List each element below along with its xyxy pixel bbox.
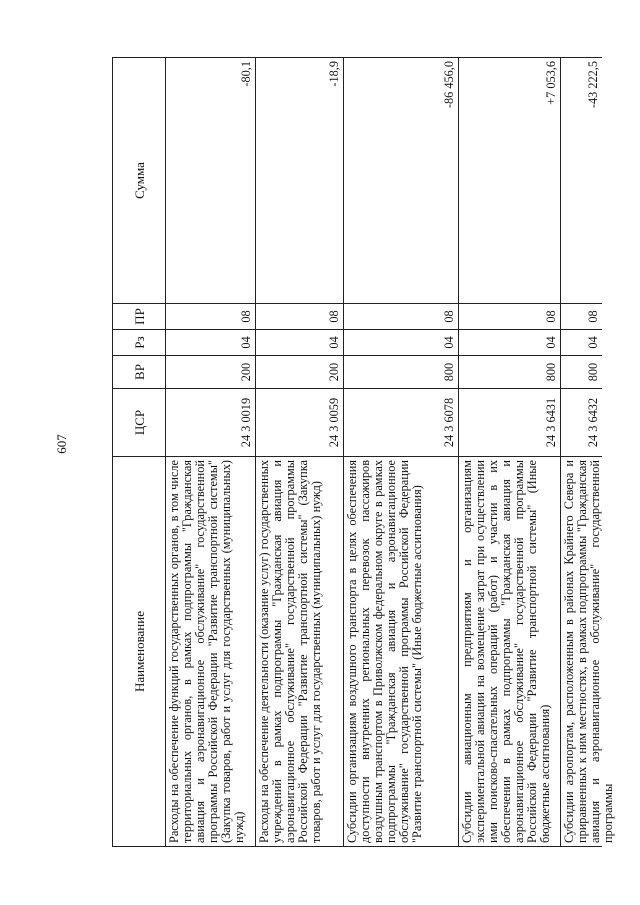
table-row (256, 58, 344, 847)
row-name: Расходы на обеспечение деятельности (оказание услуг) государственных учреждений в рамках подпрограммы "Гражданская авиация и аэронавигационное обслуживание" государственной программы Российской Федерации "Развитие транспортной системы" (Закупка товаров, работ и услуг для государственных (муниципальных) нужд) (256, 457, 344, 847)
row-vr: 800 (344, 356, 459, 389)
header-sum: Сумма (113, 58, 166, 304)
row-name: Расходы на обеспечение функций государственных органов, в том числе территориальных органов, в рамках подпрограммы "Гражданская авиация и аэронавигационное обслуживание" государственной программы Российской Федерации "Развитие транспортной системы" (Закупка товаров, работ и услуг для государственных (муниципальных) нужд) (166, 457, 256, 847)
budget-table (112, 57, 615, 847)
row-pr: 08 (256, 304, 344, 330)
row-name-cell (561, 457, 615, 847)
row-pr: 08 (561, 304, 603, 330)
header-rz: Рз (113, 330, 166, 356)
row-rz: 04 (459, 330, 561, 356)
row-vr: 800 (561, 356, 603, 389)
header-csr: ЦСР (113, 389, 166, 457)
rotated-table-container (112, 58, 615, 847)
row-sum: +7 053,6 (459, 58, 561, 304)
row-vr: 200 (256, 356, 344, 389)
row-pr: 08 (459, 304, 561, 330)
header-name: Наименование (113, 457, 166, 847)
row-rz: 04 (256, 330, 344, 356)
row-sum: -43 222,5 (561, 58, 603, 304)
row-vr: 200 (166, 356, 256, 389)
page-number: 607 (54, 434, 69, 454)
row-rz: 04 (166, 330, 256, 356)
header-vr: ВР (113, 356, 166, 389)
header-row (113, 58, 166, 847)
row-vr: 800 (459, 356, 561, 389)
row-name: Субсидии авиационным предприятиям и организациям экспериментальной авиации на возмещение затрат при осуществлении ими поисково-спасательных операций (работ) и участии в их обеспечении в рамках подпрограммы "Гражданская авиация и аэронавигационное обслуживание" государственной программы Российской Федерации "Развитие транспортной системы" (Иные бюджетные ассигнования) (459, 457, 561, 847)
row-rz: 04 (561, 330, 603, 356)
row-csr: 24 3 6431 (459, 389, 561, 457)
row-csr: 24 3 0019 (166, 389, 256, 457)
row-sum: -18,9 (256, 58, 344, 304)
row-rz: 04 (344, 330, 459, 356)
row-pr: 08 (166, 304, 256, 330)
row-csr: 24 3 6078 (344, 389, 459, 457)
row-name: Субсидии аэропортам, расположенным в районах Крайнего Севера и приравненных к ним местностях, в рамках подпрограммы "Гражданская авиация и аэронавигационное обслуживание" государственной программы (562, 460, 615, 843)
row-pr: 08 (344, 304, 459, 330)
row-name: Субсидии организациям воздушного транспорта в целях обеспечения доступности внутренних региональных перевозок пассажиров воздушным транспортом в Приволжском федеральном округе в рамках подпрограммы "Гражданская авиация и аэронавигационное обслуживание" государственной программы Российской Федерации "Развитие транспортной системы" (Иные бюджетные ассигнования) (344, 457, 459, 847)
row-sum: -86 456,0 (344, 58, 459, 304)
table-row (459, 58, 561, 847)
row-sum: -80,1 (166, 58, 256, 304)
table-row (166, 58, 256, 847)
table-row (344, 58, 459, 847)
table-row (561, 58, 603, 847)
row-csr: 24 3 6432 (561, 389, 603, 457)
row-csr: 24 3 0059 (256, 389, 344, 457)
header-pr: ПР (113, 304, 166, 330)
